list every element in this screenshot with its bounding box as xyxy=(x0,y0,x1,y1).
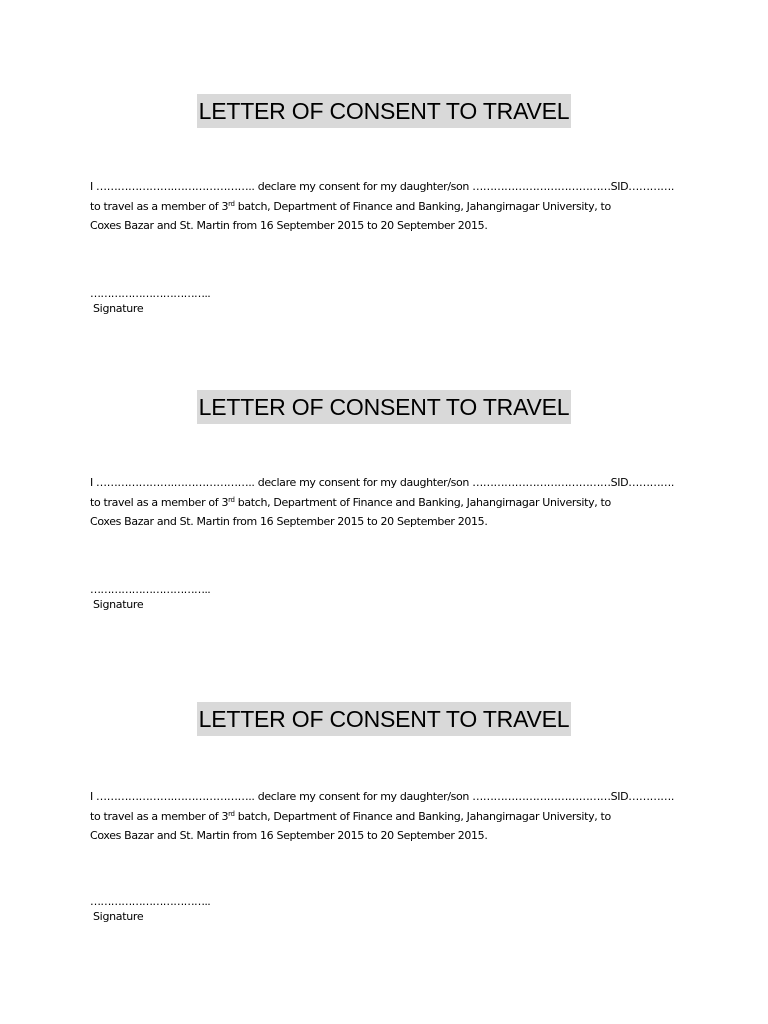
form-title xyxy=(0,94,768,128)
declaration-line-1: I ………………….………………….. declare my consent for my daughter/son …………………………………SID…………. xyxy=(90,790,675,803)
signature-line: …………………………….. xyxy=(90,583,211,596)
signature-line: …………………………….. xyxy=(90,895,211,908)
declaration-line-2: to travel as a member of 3rd batch, Department of Finance and Banking, Jahangirnagar University, to xyxy=(90,199,611,213)
declaration-line-2: to travel as a member of 3rd batch, Department of Finance and Banking, Jahangirnagar University, to xyxy=(90,809,611,823)
form-title-text: LETTER OF CONSENT TO TRAVEL xyxy=(197,390,572,424)
declaration-line-3: Coxes Bazar and St. Martin from 16 September 2015 to 20 September 2015. xyxy=(90,515,488,528)
form-title-text: LETTER OF CONSENT TO TRAVEL xyxy=(197,94,572,128)
declaration-line-3: Coxes Bazar and St. Martin from 16 September 2015 to 20 September 2015. xyxy=(90,829,488,842)
signature-label: Signature xyxy=(93,302,144,315)
signature-label: Signature xyxy=(93,910,144,923)
declaration-line-3: Coxes Bazar and St. Martin from 16 September 2015 to 20 September 2015. xyxy=(90,219,488,232)
declaration-line-2: to travel as a member of 3rd batch, Department of Finance and Banking, Jahangirnagar University, to xyxy=(90,495,611,509)
signature-label: Signature xyxy=(93,598,144,611)
consent-declaration xyxy=(90,787,690,846)
form-title xyxy=(0,702,768,736)
form-title-text: LETTER OF CONSENT TO TRAVEL xyxy=(197,702,572,736)
declaration-line-1: I ………………….………………….. declare my consent for my daughter/son …………………………………SID…………. xyxy=(90,476,675,489)
consent-declaration xyxy=(90,177,690,236)
form-title xyxy=(0,390,768,424)
declaration-line-1: I ………………….………………….. declare my consent for my daughter/son …………………………………SID…………. xyxy=(90,180,675,193)
consent-declaration xyxy=(90,473,690,532)
signature-line: …………………………….. xyxy=(90,287,211,300)
